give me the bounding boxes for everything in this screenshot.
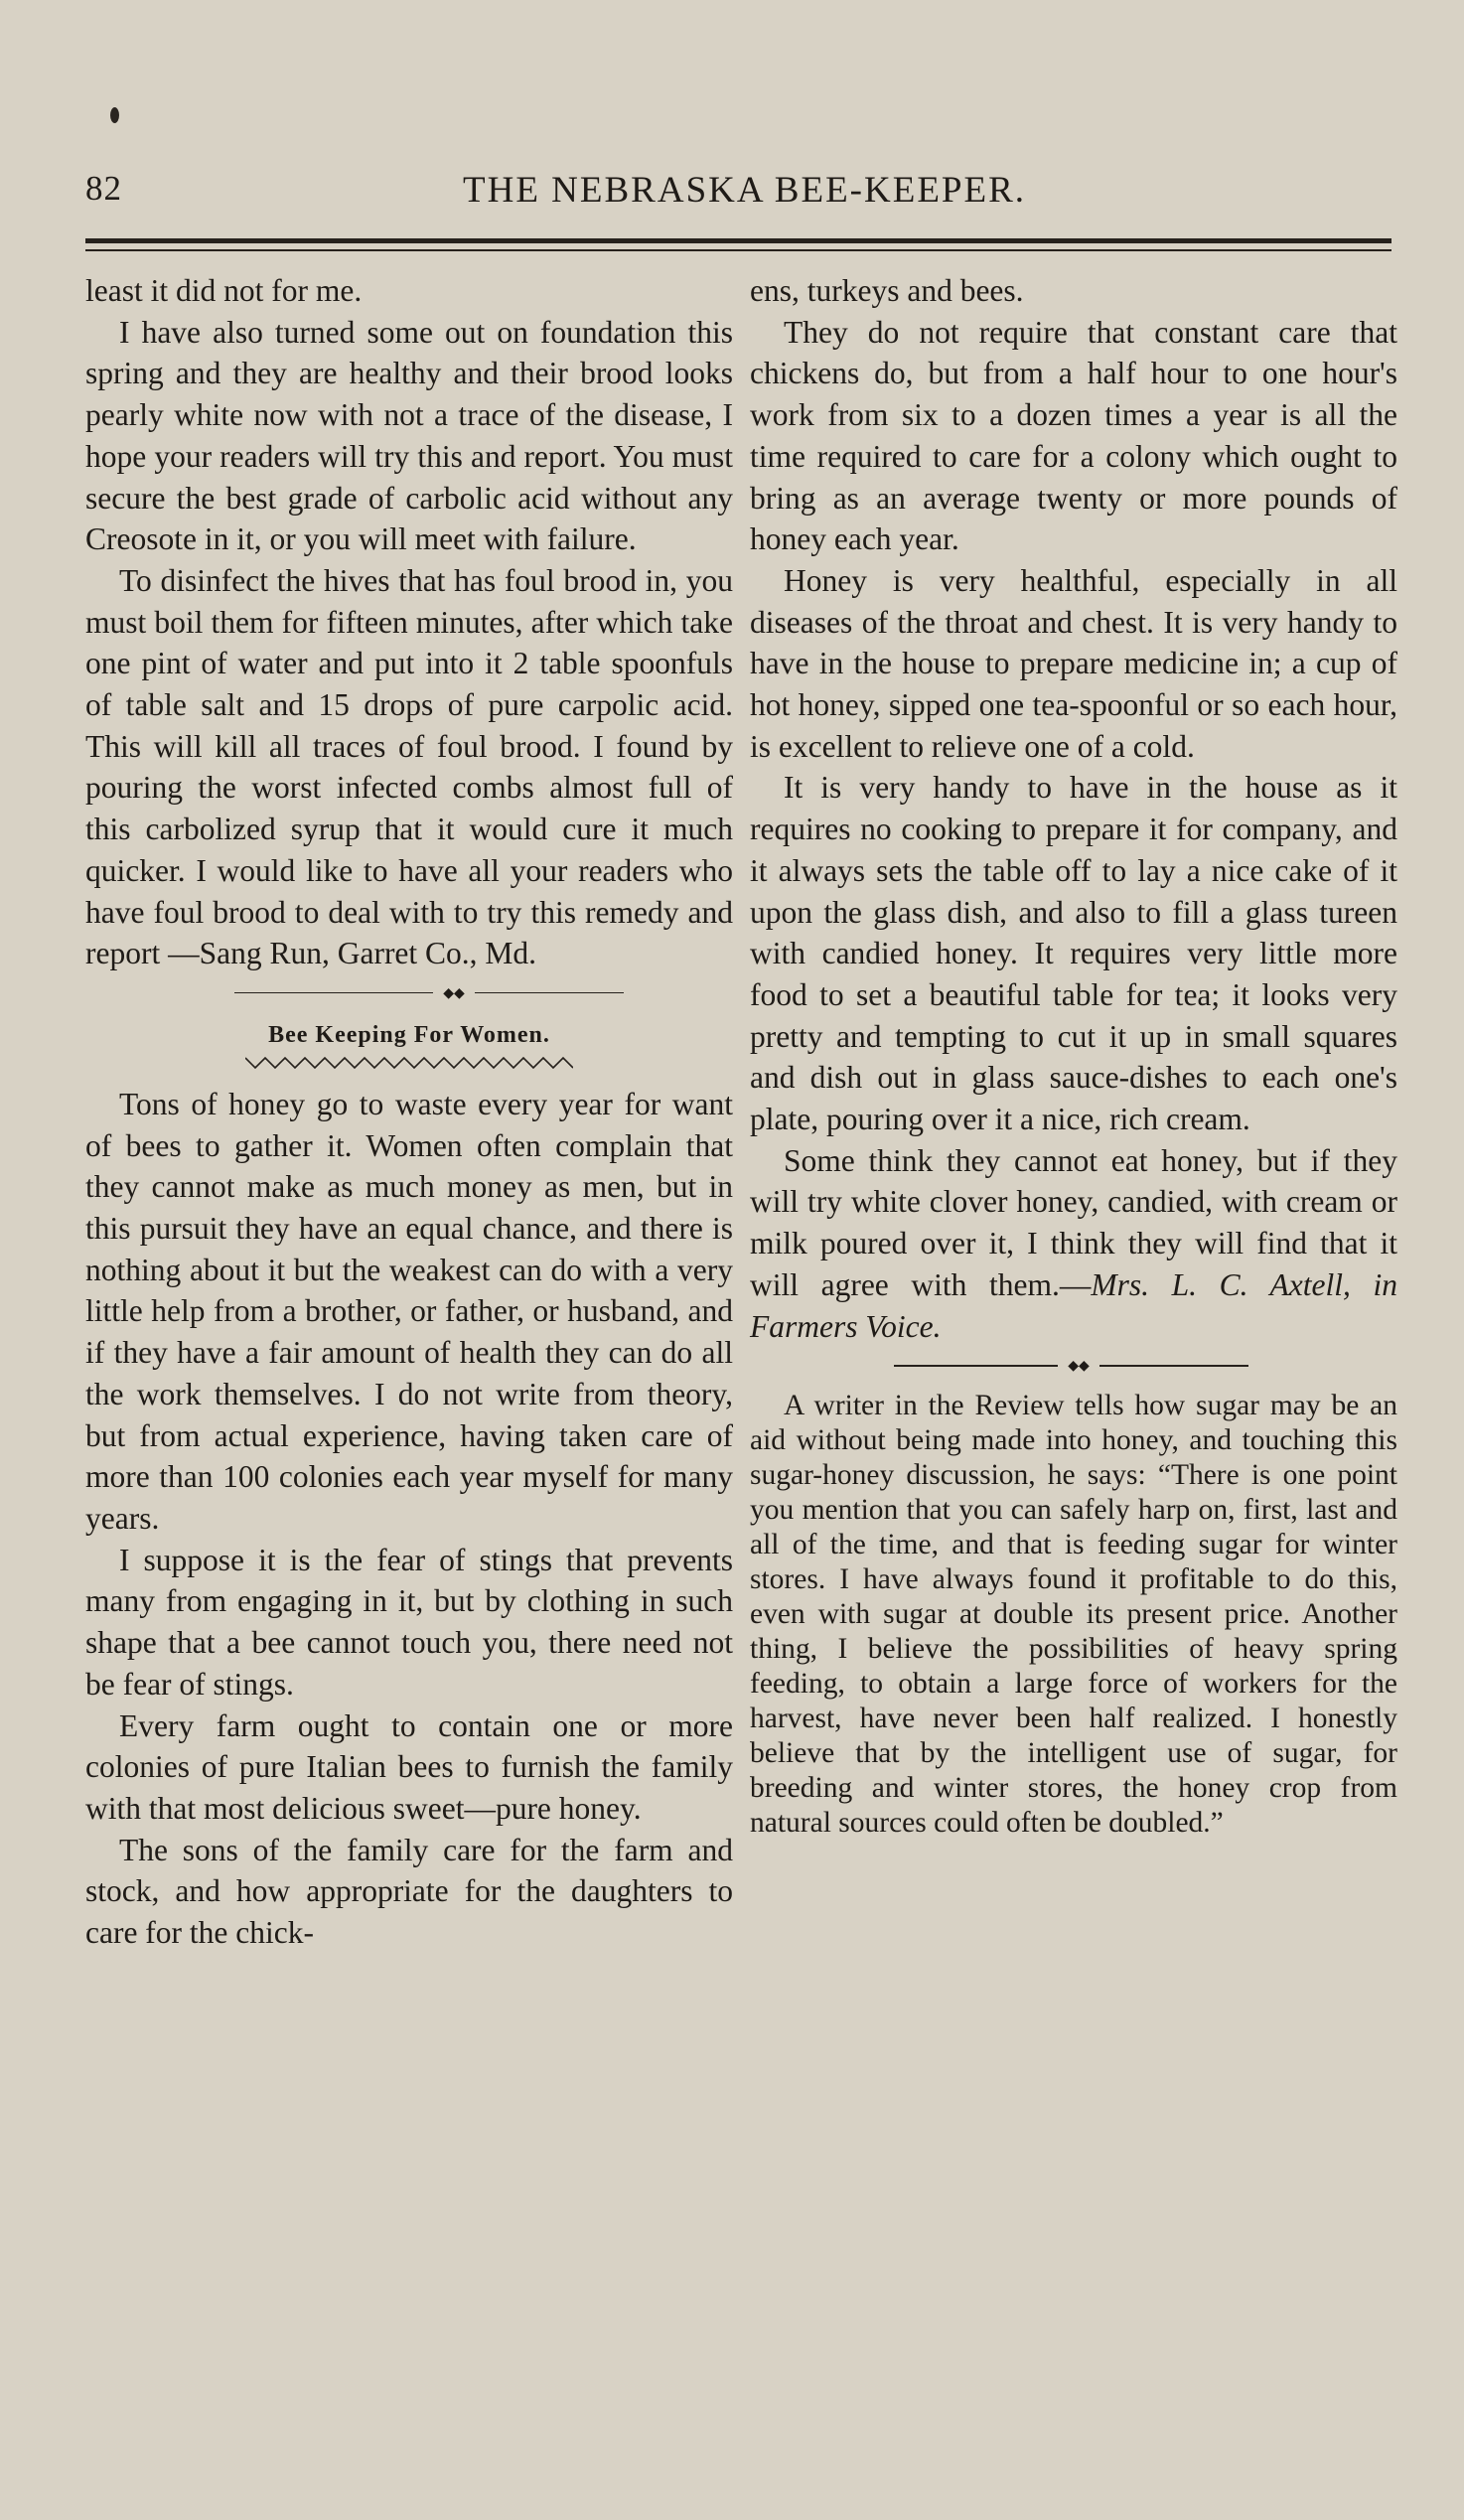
paragraph: It is very handy to have in the house as it requires no cooking to prepare it for company, and it always sets the table off to lay a nice cake of it upon the glass dish, and also to fill a glass tureen with candied honey. It requires very little more food to set a beautiful table for tea; it looks very pretty and tempting to cut it up in small squares and dish out in glass sauce-dishes to each one's plate, pouring over it a nice, rich cream. bbox=[750, 770, 1397, 1137]
header-rule-thick bbox=[85, 238, 1391, 243]
paragraph: A writer in the Review tells how sugar may be an aid without being made into honey, and touching this sugar-honey discussion, he says: “There is one point you mention that you can safely harp on, first, last and all of the time, and that is feeding sugar for winter stores. I have always found it profitable to do this, even with sugar at double its present price. Another thing, I believe the possibilities of heavy spring feeding, to obtain a large force of workers for the harvest, have never been half realized. I honestly believe that by the intelligent use of sugar, for breeding and winter stores, the honey crop from natural sources could often be doubled.” bbox=[750, 1390, 1397, 1840]
paragraph: ens, turkeys and bees. bbox=[750, 273, 1024, 308]
paragraph: Tons of honey go to waste every year for want of bees to gather it. Women often complain that they cannot make as much money as men, but in this pursuit they have an equal chance, and there is nothing about it but the weakest can do with a very little help from a brother, or father, or husband, and if they have a fair amount of health they can do all the work themselves. I do not write from theory, but from actual experience, having taken care of more than 100 colonies each year myself for many years. bbox=[85, 1086, 733, 1536]
paragraph: They do not require that constant care that chickens do, but from a half hour to one hour's work from six to a dozen times a year is all the time required to care for a colony which ought to bring as an average twenty or more pounds of honey each year. bbox=[750, 314, 1397, 557]
paragraph: Honey is very healthful, especially in all diseases of the throat and chest. It is very handy to have in the house to prepare medicine in; a cup of hot honey, sipped one tea-spoonful or so each hour, is excellent to relieve one of a cold. bbox=[750, 562, 1397, 764]
attribution-in: in bbox=[1350, 1266, 1397, 1302]
header-rule-thin bbox=[85, 249, 1391, 251]
paragraph: To disinfect the hives that has foul brood in, you must boil them for fifteen minutes, after which take one pint of water and put into it 2 table spoonfuls of table salt and 15 drops of pure carpolic acid. This will kill all traces of foul brood. I found by pouring the worst infected combs almost full of this carbolized syrup that it would cure it much quicker. I would like to have all your readers who have foul brood to deal with to try this remedy and report —Sang Run, Garret Co., Md. bbox=[85, 562, 733, 971]
squiggle-ornament bbox=[245, 1056, 573, 1070]
ink-speck bbox=[110, 107, 119, 123]
right-column bbox=[750, 270, 1397, 1841]
paragraph: Every farm ought to contain one or more colonies of pure Italian bees to furnish the family with that most delicious sweet—pure honey. bbox=[85, 1707, 733, 1826]
page-header bbox=[85, 169, 1391, 219]
running-title: THE NEBRASKA BEE-KEEPER. bbox=[463, 170, 1027, 211]
section-divider bbox=[750, 1347, 1397, 1385]
paragraph: I suppose it is the fear of stings that prevents many from engaging in it, but by clothing in such shape that a bee cannot touch you, there need not be fear of stings. bbox=[85, 1542, 733, 1702]
left-column bbox=[85, 270, 733, 1954]
paragraph: The sons of the family care for the farm and stock, and how appropriate for the daughters to care for the chick- bbox=[85, 1832, 733, 1951]
divider-ornament: ◆◆ bbox=[443, 984, 465, 1001]
page-number: 82 bbox=[85, 169, 122, 208]
paragraph: I have also turned some out on foundation this spring and they are healthy and their brood looks pearly white now with not a trace of the disease, I hope your readers will try this and report. You must secure the best grade of carbolic acid without any Creosote in it, or you will meet with failure. bbox=[85, 314, 733, 557]
section-title: Bee Keeping For Women. bbox=[268, 1021, 550, 1048]
divider-ornament: ◆◆ bbox=[1068, 1358, 1090, 1375]
paragraph bbox=[750, 1140, 1397, 1348]
paragraph: least it did not for me. bbox=[85, 273, 363, 308]
paragraph-text: Some think they cannot eat honey, but if they will try white clover honey, candied, with cream or milk poured over it, I think they will find that it will agree with them.— bbox=[750, 1142, 1397, 1302]
attribution-source: Farmers Voice. bbox=[750, 1308, 942, 1344]
section-divider bbox=[85, 974, 733, 1012]
attribution-author: Mrs. L. C. Axtell, bbox=[1091, 1266, 1351, 1302]
